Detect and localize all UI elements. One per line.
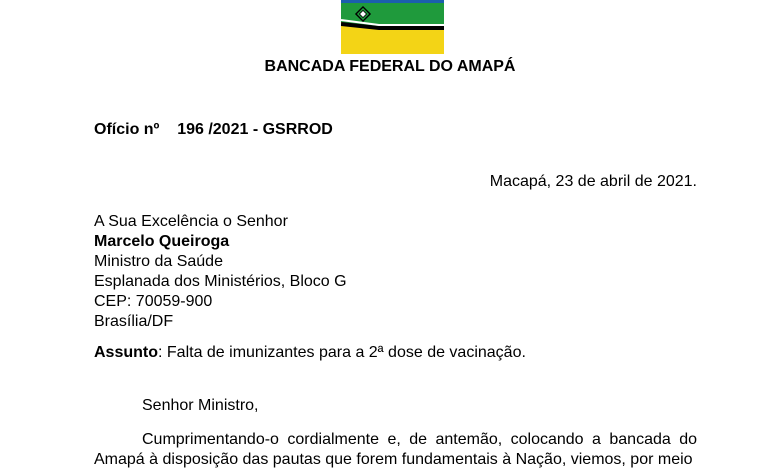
subject-label: Assunto (94, 344, 158, 361)
recipient-salutation: A Sua Excelência o Senhor (94, 213, 288, 230)
recipient-cep: CEP: 70059-900 (94, 293, 213, 310)
recipient-block (94, 212, 347, 332)
subject-text: : Falta de imunizantes para a 2ª dose de vacinação. (158, 344, 526, 361)
reference-label: Ofício nº (94, 121, 160, 138)
page-title: BANCADA FEDERAL DO AMAPÁ (264, 58, 516, 75)
recipient-city: Brasília/DF (94, 313, 174, 330)
flag-blue-band (341, 0, 444, 3)
recipient-address: Esplanada dos Ministérios, Bloco G (94, 273, 347, 290)
subject-line (94, 344, 526, 362)
recipient-name: Marcelo Queiroga (94, 233, 230, 250)
recipient-role: Ministro da Saúde (94, 253, 223, 270)
date-line: Macapá, 23 de abril de 2021. (489, 173, 697, 190)
flag-icon (341, 0, 444, 54)
amapa-flag-emblem (341, 0, 444, 54)
body-paragraph: Cumprimentando-o cordialmente e, de antemão, colocando a bancada do Amapá à disposição das pautas que forem fundamentais à Nação, viemos, por meio (94, 431, 697, 468)
reference-number: 196 /2021 - GSRROD (177, 121, 333, 138)
greeting: Senhor Ministro, (142, 397, 259, 414)
document-reference (94, 121, 333, 139)
